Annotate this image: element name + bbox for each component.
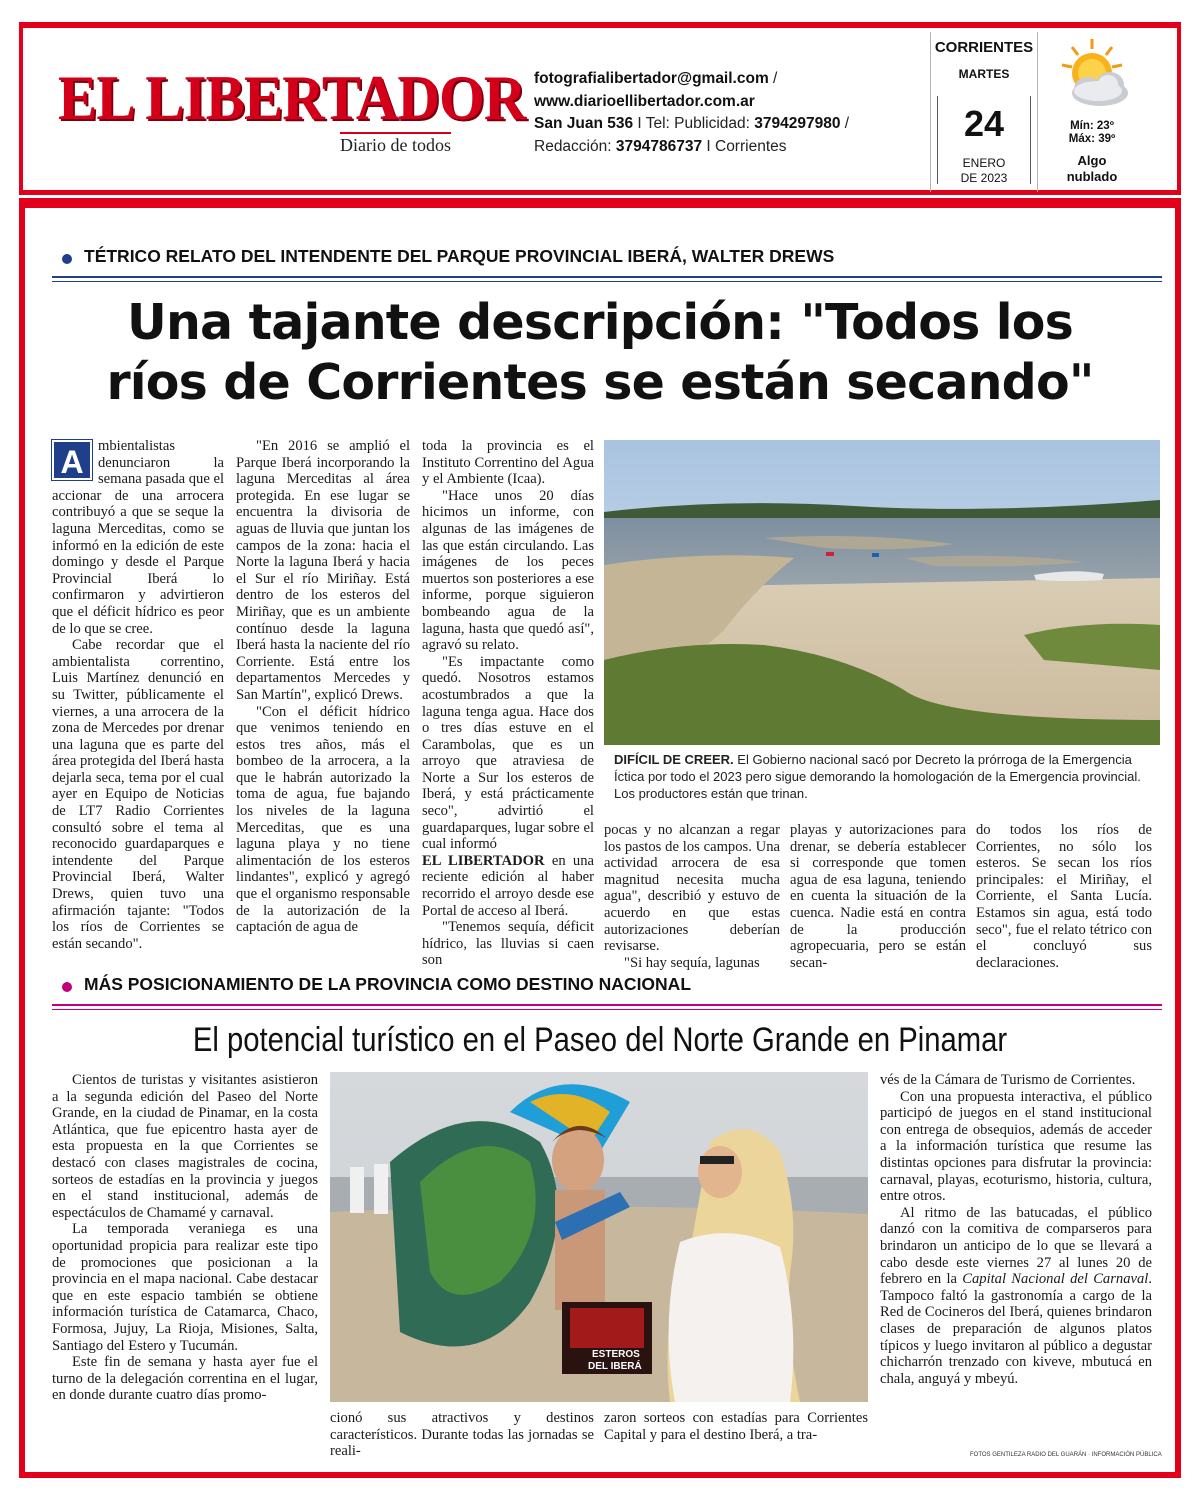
article1-headline-line1: Una tajante descripción: "Todos los <box>126 294 1074 351</box>
article2-column-2 <box>330 1410 594 1460</box>
article2-p3: Este fin de semana y hasta ayer fue el turno de la delegación correntina en el lugar, en donde durante cuatro días promo- <box>52 1354 318 1404</box>
page-frame-left <box>19 208 25 1478</box>
article1-headline-line2: ríos de Corrientes se están secando" <box>106 354 1094 411</box>
article1-p4: "Con el déficit hídrico que venimos teniendo en estos tres años, más el bombeo de la arrocera, a la que le habrán autorizado la toma de agua, fue bajando los niveles de la laguna Merceditas, que es una laguna playa y no tiene alimentación de los esteros lindantes", explicó y agregó que el organismo responsable de la autorización de la captación de agua de <box>236 703 410 936</box>
article2-p8b: . Tampoco faltó la gastronomía a cargo de la Red de Cocineros del Iberá, quienes brindaron clases de preparación de algunos platos típicos y luego invitaron al público a degustar chicharrón trenzado con kiveve, mbutucá en chala, anguyá y mbeyú. <box>880 1271 1152 1387</box>
contact-website[interactable]: www.diarioellibertador.com.ar <box>534 92 755 110</box>
article2-p6: vés de la Cámara de Turismo de Corrientes. <box>880 1072 1136 1088</box>
article1-p11: playas y autorizaciones para drenar, se debería establecer si corresponde que tomen agua de esa laguna, teniendo en cuenta la situación de la cuenca. Nadie está en contra de la producción agropecuaria, pero se están secan- <box>790 822 966 971</box>
article1-kicker: TÉTRICO RELATO DEL INTENDENTE DEL PARQUE PROVINCIAL IBERÁ, WALTER DREWS <box>84 246 835 266</box>
weather-max: Máx: 39º <box>1068 133 1116 145</box>
redaccion-label: Redacción: <box>534 137 616 155</box>
article1-kicker-rule-thin <box>52 281 1162 282</box>
city-suffix: I Corrientes <box>702 137 787 155</box>
masthead-right-rule <box>1177 22 1181 194</box>
tel-label: I Tel: Publicidad: <box>633 115 755 132</box>
article1-brand-mention: EL LIBERTADOR <box>422 852 545 869</box>
article2-column-4 <box>880 1072 1152 1447</box>
weather-temps <box>1042 120 1142 146</box>
page-frame-bottom <box>19 1472 1181 1478</box>
masthead-bottom-band <box>19 198 1181 208</box>
article1-column-2 <box>236 438 410 958</box>
weather-description <box>1042 153 1142 185</box>
contact-email[interactable]: fotografialibertador@gmail.com <box>534 70 769 87</box>
date-weekday: MARTES <box>958 67 1010 81</box>
article1-column-4 <box>604 822 780 971</box>
article2-column-1 <box>52 1072 318 1442</box>
tel-publicidad: 3794297980 <box>754 115 841 132</box>
logo-title: EL LIBERTADOR <box>58 62 526 133</box>
article1-p8: "Tenemos sequía, déficit hídrico, las lluvias si caen son <box>422 919 594 969</box>
photo-dry-lagoon <box>604 440 1160 745</box>
dry-lagoon-image <box>604 440 1160 745</box>
article1-column-1 <box>52 438 224 958</box>
article2-p5: zaron sorteos con estadías para Corrientes Capital y para el destino Iberá, a tra- <box>604 1410 868 1443</box>
date-day: 24 <box>963 103 1005 144</box>
kicker-bullet-icon <box>62 254 72 264</box>
caption-text: El Gobierno nacional sacó por Decreto la prórroga de la Emergencia Íctica por todo el 2023 pero sigue demorando la homologación de la Emergencia provincial. Los productores están que trinan. <box>614 752 1141 801</box>
book-line-2: DEL IBERÁ <box>588 1361 642 1372</box>
article1-headline <box>40 293 1160 413</box>
article2-kicker-rule <box>52 1004 1162 1006</box>
separator: / <box>840 115 850 132</box>
date-box <box>930 32 1038 192</box>
article2-headline: El potencial turístico en el Paseo del Norte Grande en Pinamar <box>192 1021 1008 1059</box>
date-year: DE 2023 <box>960 171 1008 185</box>
caption-lead: DIFÍCIL DE CREER. <box>614 752 734 767</box>
article1-kicker-rule <box>52 276 1162 278</box>
weather-desc-line1: Algo <box>1077 153 1107 168</box>
photo-credit: FOTOS GENTILEZA RADIO DEL GUARÁN · INFORMACIÓN PÚBLICA <box>970 1452 1162 1458</box>
separator: / <box>768 70 778 87</box>
masthead-left-rule <box>19 22 23 194</box>
article1-p7: "Es impactante como quedó. Nosotros estamos acostumbrados a que la laguna tenga agua. Hace dos o tres días estuve en el Carambolas, que es un arroyo que atraviesa de Norte a Sur los esteros de Iberá, y está prácticamente seco", advirtió el guardaparques, lugar sobre el cual informó <box>422 653 594 853</box>
tel-redaccion: 3794786737 <box>615 137 703 155</box>
photo-caption <box>614 751 1154 802</box>
page-frame-right <box>1175 208 1181 1478</box>
book-line-1: ESTEROS <box>592 1349 640 1360</box>
contact-address: San Juan 536 <box>534 115 634 132</box>
article1-p2: Cabe recordar que el ambientalista correntino, Luis Martínez denunció en su Twitter, públicamente el viernes, a una arrocera de la zona de Mercedes por drenar una laguna que es parte del área protegida del Iberá hasta dejarla seca, tema por el cual ayer en Equipo de Noticias de LT7 Radio Corrientes consultó sobre el tema al reconocido guardaparques e intendente del Parque Provincial Iberá, Walter Drews, quien tuvo una afirmación tajante: "Todos los ríos de Corrientes se están secando". <box>52 637 224 952</box>
newspaper-logo <box>58 62 526 156</box>
article1-column-3 <box>422 438 595 969</box>
article2-column-3 <box>604 1410 868 1450</box>
article1-column-6 <box>976 822 1152 971</box>
article2-kicker-rule-thin <box>52 1009 1162 1010</box>
sun-cloud-icon <box>1052 35 1138 115</box>
weather-box <box>1042 32 1172 192</box>
article1-p6: "Hace unos 20 días hicimos un informe, con algunas de las imágenes de las que están circulando. Las imágenes de los peces muertos son posteriores a ese informe, porque siguieron bombeando agua de la laguna, hasta que quedó así", agravó su relato. <box>422 487 594 654</box>
dropcap: A <box>52 440 92 480</box>
article1-p9: pocas y no alcanzan a regar los pastos de los campos. Una actividad arrocera de esa magnitud necesita mucha agua", describió y estuvo de acuerdo en que estas autorizaciones deberían revisarse. <box>604 822 780 955</box>
article2-p4: cionó sus atractivos y destinos característicos. Durante todas las jornadas se reali- <box>330 1410 594 1460</box>
article2-p1: Cientos de turistas y visitantes asistieron a la segunda edición del Paseo del Norte Grande, en la ciudad de Pinamar, en la costa Atlántica, que fue epicentro hasta ayer de esta propuesta en la que Corrientes se destacó con clases magistrales de cocina, sorteos de estadías en la provincia y juegos en el stand institucional, además de espectáculos de Chamamé y carnaval. <box>52 1072 318 1221</box>
carnival-image <box>330 1072 868 1402</box>
weather-min: Mín: 23º <box>1070 120 1114 132</box>
article2-p7: Con una propuesta interactiva, el público participó de juegos en el stand institucional con entrega de obsequios, además de acceder a la información turística que resume las distintas opciones para disfrutar la provincia: carnaval, playas, ecoturismo, historia, cultura, entre otros. <box>880 1088 1152 1205</box>
contact-block <box>534 68 924 158</box>
article2-p2: La temporada veraniega es una oportunidad propicia para realizar este tipo de promociones que posicionan a la provincia en el mapa nacional. Cabe destacar que en este espacio también se obtiene información turística de Catamarca, Chaco, Formosa, Jujuy, La Rioja, Misiones, Salta, Santiago del Estero y Tucumán. <box>52 1221 318 1354</box>
masthead-top-rule <box>19 22 1181 28</box>
article1-p12: do todos los ríos de Corrientes, no sólo los esteros. Se secan los ríos principales: el Miriñay, el Corriente, el Santa Lucía. Estamos sin agua, está todo seco", fue el relato tétrico con el concluyó sus declaraciones. <box>976 822 1152 971</box>
article2-p8a: Al ritmo de las batucadas, el público danzó con la comitiva de comparseros para brindaron un anticipo de lo que se llevará a cabo desde este viernes 27 al lunes 20 de febrero en la <box>880 1204 1152 1288</box>
article1-p5: toda la provincia es el Instituto Correntino del Agua y el Ambiente (Icaa). <box>422 438 594 488</box>
date-month: ENERO <box>962 156 1006 170</box>
date-month-year <box>931 156 1037 186</box>
article1-p1: mbientalistas denunciaron la semana pasada que el accionar de una arrocera contribuyó a que se seque la laguna Merceditas, como se informó en la edición de este domingo y desde el Parque Provincial Iberá lo confirmaron y advirtieron que el déficit hídrico es peor de lo que se cree. <box>52 438 225 637</box>
article1-p3: "En 2016 se amplió el Parque Iberá incorporando la laguna Merceditas al área protegida. En ese lugar se encuentra la divisoria de aguas de lluvia que juntan los campos de la zona: hacia el Norte la laguna Iberá y hacia el Sur el río Miriñay. Está dentro de los esteros del Miriñay, que es un ambiente contínuo desde la laguna Iberá hasta la naciente del río Corriente. Está entre los departamentos Mercedes y San Martín", explicó Drews. <box>236 438 410 703</box>
date-city: CORRIENTES <box>934 39 1034 56</box>
photo-carnival-dancer <box>330 1072 868 1402</box>
logo-subtitle: Diario de todos <box>340 132 451 156</box>
article2-p8-italic: Capital Nacional del Carnaval <box>962 1271 1149 1288</box>
kicker-bullet-icon <box>62 982 72 992</box>
article1-p7b: en una reciente edición al haber recorrido el arroyo desde ese Portal de acceso al Iberá. <box>422 852 595 919</box>
weather-desc-line2: nublado <box>1066 169 1118 184</box>
article1-column-5 <box>790 822 966 971</box>
article2-kicker: MÁS POSICIONAMIENTO DE LA PROVINCIA COMO DESTINO NACIONAL <box>84 974 692 994</box>
article1-p10: "Si hay sequía, lagunas <box>624 954 760 971</box>
